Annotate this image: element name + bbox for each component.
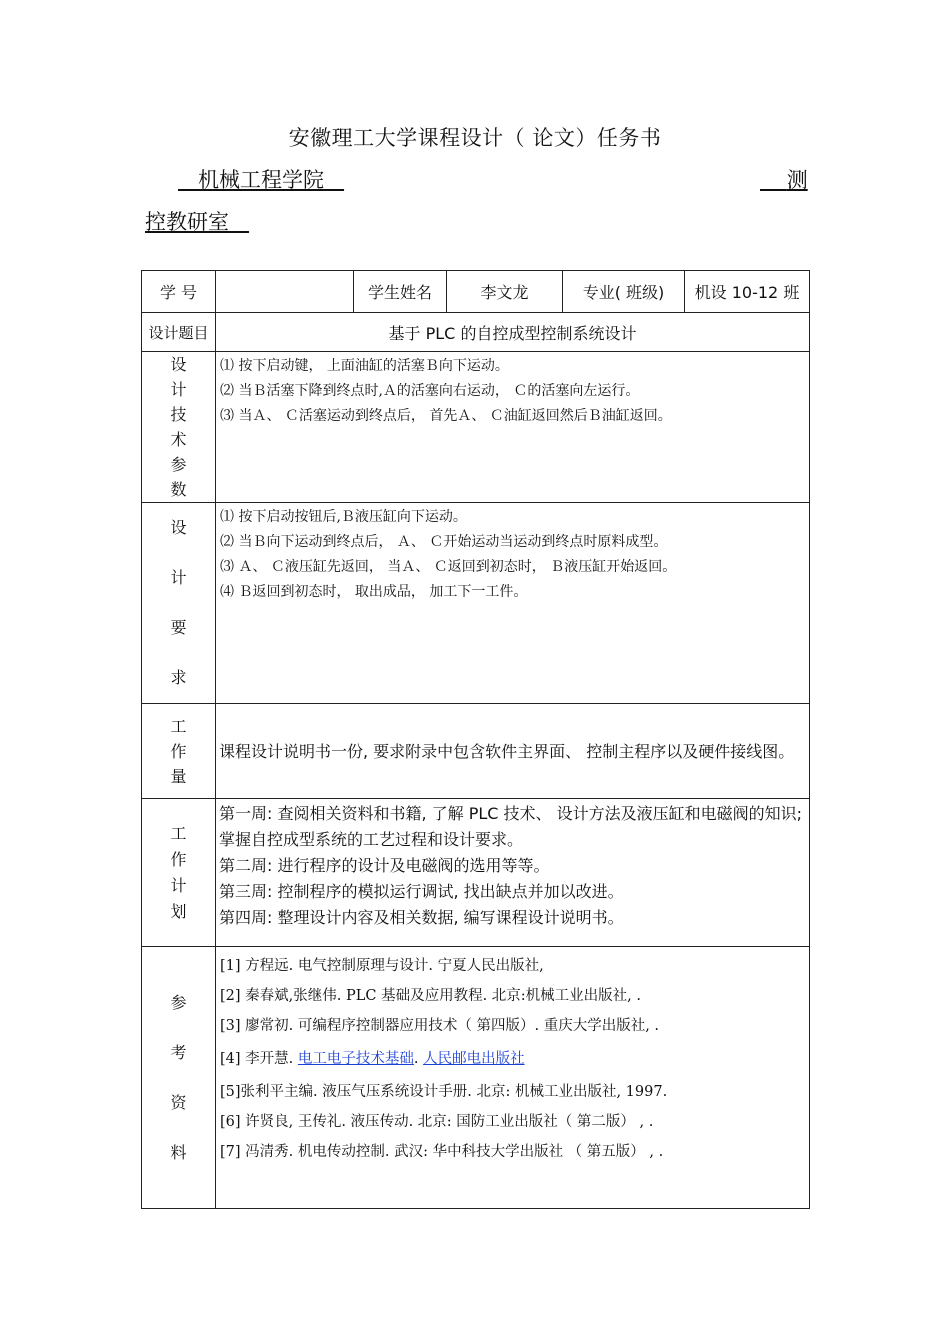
ref-link-book[interactable]: 电工电子技术基础 <box>297 1051 414 1067</box>
param-item: ⑴ 按下启动键， 上面油缸的活塞Ｂ向下运动。 <box>220 358 509 374</box>
student-name-value: 李文龙 <box>447 271 563 313</box>
student-name-label: 学生姓名 <box>354 271 447 313</box>
req-item: ⑶ Ａ、 Ｃ液压缸先返回， 当Ａ、 Ｃ返回到初态时， Ｂ液压缸开始返回。 <box>220 559 677 575</box>
student-id-label: 学 号 <box>142 271 216 313</box>
ref-item: [6] 许贤良, 王传礼. 液压传动. 北京: 国防工业出版社（ 第二版） , . <box>220 1114 654 1130</box>
task-table <box>141 270 810 1209</box>
student-id-value <box>216 271 354 313</box>
ref-item: [1] 方程远. 电气控制原理与设计. 宁夏人民出版社, <box>220 958 544 974</box>
ref-item: [5]张利平主编. 液压气压系统设计手册. 北京: 机械工业出版社, 1997. <box>220 1084 668 1100</box>
workload-label: 工 作 量 <box>142 704 216 799</box>
plan-label: 工 作 计 划 <box>142 799 216 947</box>
major-label: 专业( 班级) <box>563 271 685 313</box>
refs-content <box>216 947 810 1209</box>
plan-item: 第三周: 控制程序的模拟运行调试, 找出缺点并加以改进。 <box>219 882 624 901</box>
ref-item: [2] 秦春斌,张继伟. PLC 基础及应用教程. 北京:机械工业出版社, . <box>220 988 641 1004</box>
workload-row <box>142 704 810 799</box>
param-item: ⑶ 当Ａ、 Ｃ活塞运动到终点后， 首先Ａ、 Ｃ油缸返回然后Ｂ油缸返回。 <box>220 408 672 424</box>
major-value: 机设 10-12 班 <box>685 271 810 313</box>
plan-item: 第二周: 进行程序的设计及电磁阀的选用等等。 <box>219 856 550 875</box>
reqs-label: 设 计 要 求 <box>142 503 216 704</box>
param-item: ⑵ 当Ｂ活塞下降到终点时,Ａ的活塞向右运动， Ｃ的活塞向左运行。 <box>220 383 640 399</box>
topic-label: 设计题目 <box>142 313 216 352</box>
ref-item: [7] 冯清秀. 机电传动控制. 武汉: 华中科技大学出版社 （ 第五版） , . <box>220 1144 664 1160</box>
params-label: 设 计 技 术 参 数 <box>142 352 216 503</box>
params-content <box>216 352 810 503</box>
topic-value: 基于 PLC 的自控成型控制系统设计 <box>216 313 810 352</box>
plan-item: 第一周: 查阅相关资料和书籍, 了解 PLC 技术、 设计方法及液压缸和电磁阀的知识; 掌握自控成型系统的工艺过程和设计要求。 <box>219 804 803 849</box>
refs-label: 参 考 资 料 <box>142 947 216 1209</box>
req-item: ⑷ Ｂ返回到初态时， 取出成品， 加工下一工件。 <box>220 584 528 600</box>
ref-link-publisher[interactable]: 人民邮电出版社 <box>423 1051 525 1067</box>
document-title: 安徽理工大学课程设计（ 论文）任务书 <box>288 126 662 150</box>
plan-content <box>216 799 810 947</box>
req-item: ⑴ 按下启动按钮后,Ｂ液压缸向下运动。 <box>220 509 467 525</box>
lab-name-part2: 控教研室 <box>145 210 229 234</box>
req-item: ⑵ 当Ｂ向下运动到终点后， Ａ、 Ｃ开始运动当运动到终点时原料成型。 <box>220 534 668 550</box>
college-line <box>178 164 344 194</box>
reqs-row <box>142 503 810 704</box>
plan-item: 第四周: 整理设计内容及相关数据, 编写课程设计说明书。 <box>219 908 624 927</box>
reqs-content <box>216 503 810 704</box>
params-row <box>142 352 810 503</box>
refs-row <box>142 947 810 1209</box>
lab-name-part1: 测 <box>786 168 808 192</box>
ref-item: [4] 李开慧. 电工电子技术基础. 人民邮电出版社 <box>220 1051 525 1067</box>
plan-row <box>142 799 810 947</box>
header-row <box>142 271 810 313</box>
workload-content: 课程设计说明书一份, 要求附录中包含软件主界面、 控制主程序以及硬件接线图。 <box>216 704 810 799</box>
college-name: 机械工程学院 <box>198 168 325 192</box>
ref-item: [3] 廖常初. 可编程序控制器应用技术（ 第四版）. 重庆大学出版社, . <box>220 1018 660 1034</box>
topic-row <box>142 313 810 352</box>
